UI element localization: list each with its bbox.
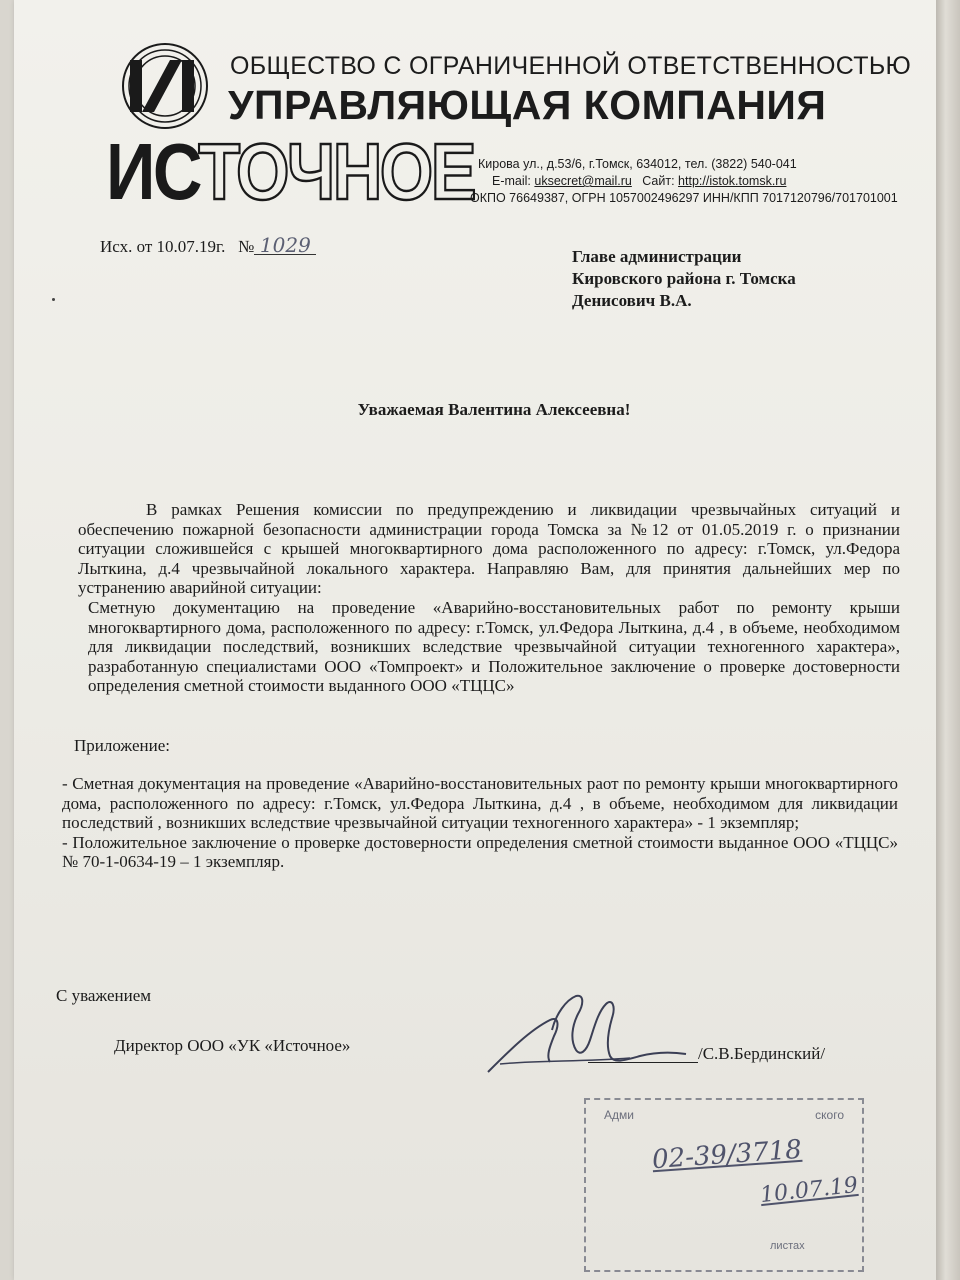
attachment-item: - Положительное заключение о проверке достоверности определения сметной стоимости выданное ООО «ТЦЦС» № 70-1-0634-19 – 1 экземпляр. [62,832,898,872]
stamp-reg-number: 02-39/3718 [651,1134,803,1176]
outgoing-number: 1029 [254,236,316,255]
contact-block [470,156,898,207]
logo-word-solid: ИС [106,127,199,216]
attachments-list [62,774,898,872]
body-paragraph: В рамках Решения комиссии по предупреждению и ликвидации чрезвычайных ситуаций и обеспечению пожарной безопасности администрации города Томска за №12 от 01.05.2019 г. о признании ситуации сложившейся с крышей многоквартирного дома расположенного по адресу: г.Томск, ул.Федора Лыткина, д.4 чрезвычайной локального характера. Направляю Вам, для принятия дальнейших мер по устранению аварийной ситуации: [78,500,900,598]
handwritten-signature [480,990,690,1085]
email-site-line [470,173,898,190]
page-stack-edge [936,0,960,1280]
signature-line [588,1062,698,1063]
addressee-line: Денисович В.А. [572,291,692,310]
logo-wordmark [106,127,475,220]
company-logo-icon [112,40,218,132]
outgoing-ref [100,233,316,257]
stamp-text: Адми [604,1108,634,1122]
stamp-header [604,1108,844,1122]
outgoing-label: Исх. от 10.07.19г. [100,237,226,256]
registry-line: ОКПО 76649387, ОГРН 1057002496297 ИНН/КПП 7017120796/701701001 [470,191,898,205]
site-link[interactable]: http://istok.tomsk.ru [678,174,787,188]
attachment-item: - Сметная документация на проведение «Аварийно-восстановительных раот по ремонту крыши многоквартирного дома, расположенного по адресу: г.Томск, ул.Федора Лыткина, д.4 , в объеме, необходимом для ликвидации последствий , возникших вследствие чрезвычайной ситуации техногенного характера» - 1 экземпляр; [62,774,898,833]
org-type: ОБЩЕСТВО С ОГРАНИЧЕННОЙ ОТВЕТСТВЕННОСТЬЮ [230,52,912,80]
address-line: Кирова ул., д.53/6, г.Томск, 634012, тел. (3822) 540-041 [478,157,797,171]
logo-word-outline: ТОЧНОЕ [198,127,475,216]
letter-body [78,500,900,696]
email-label: E-mail: [492,174,531,188]
signer-position: Директор ООО «УК «Источное» [114,1036,351,1055]
site-label: Сайт: [642,174,675,188]
number-sign: № [238,237,255,256]
attachments-title: Приложение: [74,736,170,755]
body-paragraph: Сметную документацию на проведение «Аварийно-восстановительных работ по ремонту крыши многоквартирного дома, расположенного по адресу: г.Томск, ул.Федора Лыткина, д.4 , в объеме, необходимом для ликвидации последствий, возникших вследствие чрезвычайной ситуации техногенного характера», разработанную специалистами ООО «Томпроект» и Положительное заключение о проверке достоверности определения сметной стоимости выданного ООО «ТЦЦС» [88,597,900,696]
stamp-date: 10.07.19 [758,1172,860,1209]
stamp-footer: листах [770,1240,805,1252]
email-link[interactable]: uksecret@mail.ru [534,174,632,188]
org-name: УПРАВЛЯЮЩАЯ КОМПАНИЯ [228,82,827,128]
addressee-block [572,246,796,312]
stamp-text: ского [815,1108,844,1122]
closing-phrase: С уважением [56,986,152,1005]
ink-dot [52,298,55,301]
addressee-line: Главе администрации [572,247,742,266]
addressee-line: Кировского района г. Томска [572,269,796,288]
signer-name: /С.В.Бердинский/ [698,1044,826,1063]
greeting: Уважаемая Валентина Алексеевна! [357,400,631,419]
